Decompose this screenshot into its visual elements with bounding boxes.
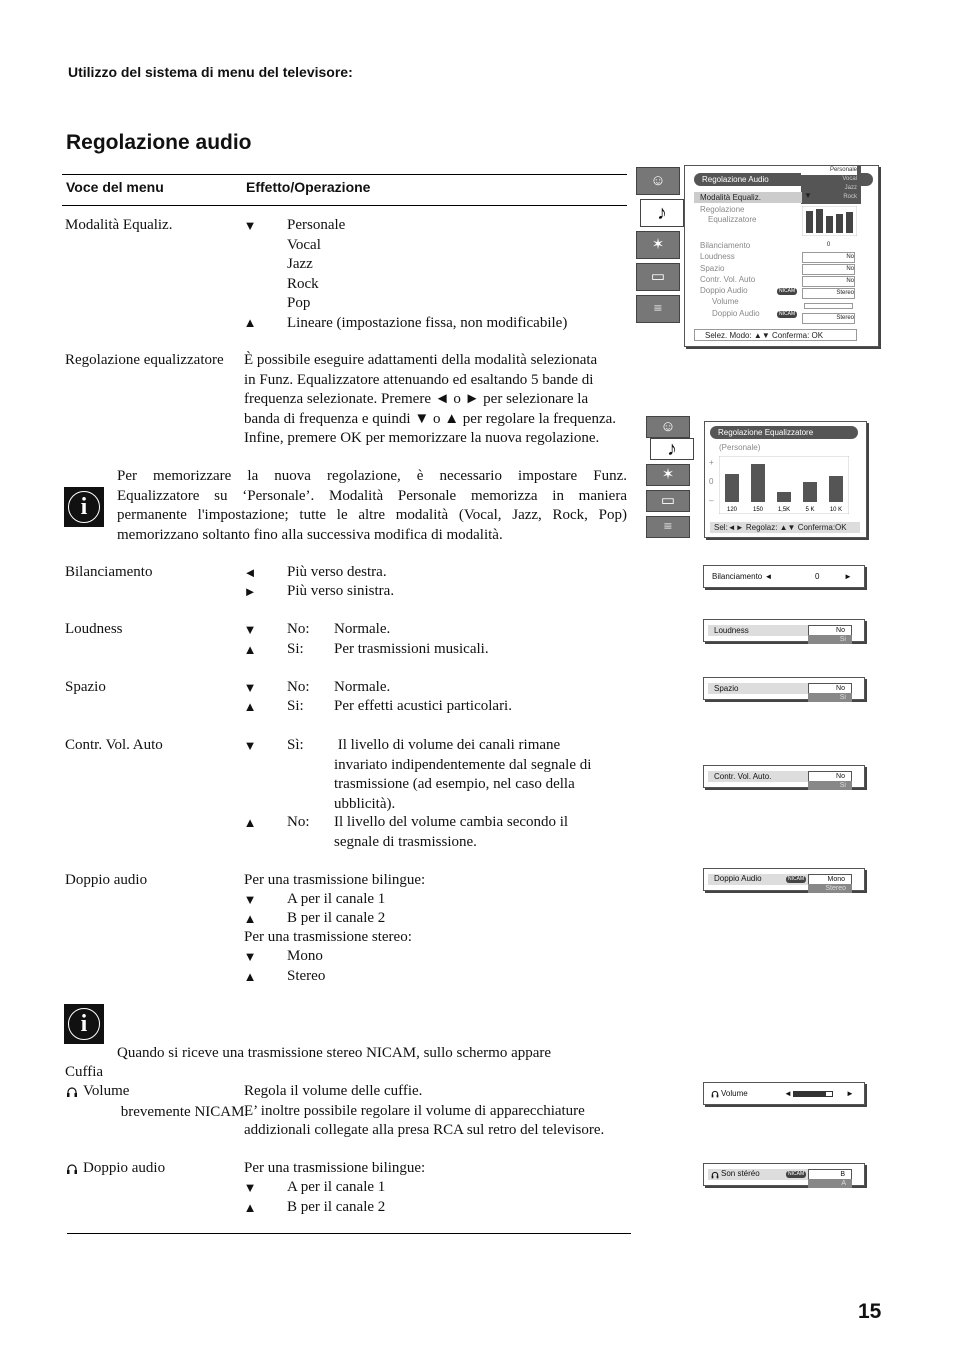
left-arrow-icon[interactable]: ◄ (784, 1089, 792, 1098)
star-icon: ✶ (651, 237, 665, 253)
option-value: Normale. (334, 621, 391, 637)
volume-slider[interactable] (793, 1091, 833, 1097)
eq-band-label: 150 (752, 507, 764, 513)
item-label-loudness: Loudness (65, 621, 123, 637)
down-arrow-icon: ▼ (243, 892, 257, 907)
eq-band-bar[interactable] (803, 482, 817, 502)
row-contr-vol[interactable]: Contr. Vol. Auto (700, 274, 756, 284)
up-arrow-icon: ▲ (243, 815, 257, 830)
right-arrow-icon[interactable]: ► (844, 572, 852, 581)
doppio-option-b: B per il canale 2 (287, 910, 386, 926)
dropdown-item[interactable]: Rock (843, 194, 857, 200)
bar-value: 0 (815, 572, 820, 581)
row-doppio-audio[interactable]: Doppio Audio (700, 286, 748, 296)
osd-row-values (802, 240, 855, 325)
osd-bar-son-stereo (703, 1163, 865, 1186)
note-text-1 (117, 467, 627, 545)
info-icon: i (64, 487, 104, 527)
equalizer-graphic (719, 456, 849, 514)
tab-audio[interactable] (650, 438, 694, 460)
option-value: Per effetti acustici particolari. (334, 698, 512, 714)
text-line: invariato indipendentemente dal segnale di (334, 756, 592, 773)
list-icon: ≡ (663, 519, 673, 535)
text-line: Il livello del volume cambia secondo il (334, 814, 569, 830)
text-line: Per memorizzare la nuova regolazione, è necessario impostare Funz. (117, 468, 627, 484)
bar-option-selected[interactable]: No (808, 771, 852, 782)
osd-row-labels (700, 240, 760, 319)
eq-mode-fixed: Lineare (impostazione fissa, non modificabile) (287, 314, 568, 331)
nicam-badge: NICAM (788, 876, 805, 882)
text-line: E’ inoltre possibile regolare il volume di apparecchiature (244, 1102, 585, 1119)
bar-option-selected[interactable]: B (808, 1169, 852, 1180)
row-value: Stereo (802, 288, 855, 299)
down-arrow-icon: ▼ (804, 191, 812, 200)
eq-mode: Jazz (287, 256, 313, 272)
bilanciamento-left-text: Più verso destra. (287, 564, 387, 580)
col-header-effect: Effetto/Operazione (246, 179, 371, 195)
up-arrow-icon: ▲ (243, 315, 257, 330)
row-label: Regolazione (700, 205, 745, 214)
item-label-bilanciamento: Bilanciamento (65, 564, 153, 580)
mini-eq-graphic (802, 206, 857, 236)
doppio-option-mono: Mono (287, 948, 323, 964)
osd-bar-spazio (703, 677, 865, 700)
headphone-icon (66, 1086, 78, 1098)
bar-option[interactable]: Si (808, 693, 852, 702)
page-number: 15 (858, 1300, 882, 1323)
eq-axis-zero: 0 (709, 477, 714, 486)
volume-fill (794, 1092, 826, 1096)
bar-label: Spazio (714, 684, 739, 693)
eq-band-label: 5 K (805, 507, 815, 513)
osd-bar-doppio-audio (703, 868, 865, 891)
music-note-icon: ♪ (667, 438, 677, 460)
person-icon: ☺ (650, 173, 666, 189)
osd-footer: Sel:◄► Regolaz: ▲▼ Conferma:OK (710, 522, 860, 533)
eq-mode: Rock (287, 275, 319, 292)
item-label-cuffia: Cuffia (65, 1064, 104, 1080)
osd-footer: Selez. Modo: ▲▼ Conferma: OK (694, 329, 857, 341)
osd-audio-menu (684, 165, 879, 347)
option-key: No: (287, 679, 310, 695)
tab-picture[interactable] (646, 416, 690, 438)
item-label-contr-vol: Contr. Vol. Auto (65, 737, 163, 753)
regolazione-eq-text (244, 351, 616, 449)
tab-features[interactable] (646, 464, 690, 486)
bar-option[interactable]: A (808, 1179, 852, 1188)
tab-picture[interactable] (636, 167, 680, 195)
dropdown-item[interactable]: Personale (801, 166, 857, 175)
star-icon: ✶ (661, 467, 675, 483)
text-line: ubblicità). (334, 795, 396, 812)
row-eq-adjust[interactable] (700, 205, 756, 225)
text-line: Il livello di volume dei canali rimane (334, 737, 561, 753)
eq-mode: Vocal (287, 236, 321, 253)
text-line: Quando si riceve una trasmissione stereo NICAM, sullo schermo appare (117, 1045, 552, 1061)
table-top-rule (62, 174, 627, 175)
up-arrow-icon: ▲ (243, 699, 257, 714)
option-key: Si: (287, 698, 304, 714)
osd-bar-cuffia-volume (703, 1082, 865, 1105)
tab-setup[interactable] (636, 295, 680, 323)
option-value: Per trasmissioni musicali. (334, 641, 489, 657)
bar-option[interactable]: Stereo (808, 884, 852, 893)
bar-label: Doppio Audio (714, 874, 762, 883)
volume-slider[interactable] (804, 303, 853, 309)
osd-subtitle: (Personale) (719, 443, 761, 452)
down-arrow-icon: ▼ (243, 738, 257, 753)
item-label-doppio-audio: Doppio audio (65, 872, 148, 888)
item-label-cuffia-volume: Volume (83, 1083, 130, 1099)
text-line: brevemente NICAM. (117, 1103, 249, 1120)
row-cuffia-volume[interactable]: Volume (712, 297, 739, 307)
page-title: Regolazione audio (66, 131, 252, 154)
row-value: No (802, 252, 855, 263)
section-label: Utilizzo del sistema di menu del televisore: (68, 64, 353, 80)
row-value: No (802, 276, 855, 287)
bar-label: Contr. Vol. Auto. (714, 772, 772, 781)
tab-timer[interactable] (646, 490, 690, 512)
row-bilanciamento[interactable]: Bilanciamento (700, 241, 751, 250)
row-cuffia-doppio[interactable]: Doppio Audio (712, 308, 760, 318)
text-line: in Funz. Equalizzatore attenuando ed esaltando 5 bande di (244, 371, 594, 388)
option-value: Normale. (334, 679, 391, 695)
bar-option[interactable]: Si (808, 781, 852, 790)
eq-band-bar[interactable] (725, 474, 739, 502)
nicam-badge: NICAM (788, 1171, 805, 1177)
row-value: No (802, 264, 855, 275)
option-key: Sì: (287, 737, 304, 753)
row-spazio[interactable]: Spazio (700, 263, 725, 273)
item-label-cuffia-doppio: Doppio audio (83, 1160, 166, 1176)
row-value: 0 (826, 242, 831, 248)
osd-bar-loudness (703, 619, 865, 642)
eq-band-bar[interactable] (777, 492, 791, 502)
person-icon: ☺ (660, 419, 676, 435)
eq-band-label: 1,5K (777, 507, 791, 513)
eq-band-bar[interactable] (829, 476, 843, 502)
doppio-option-stereo: Stereo (287, 968, 326, 984)
bar-option-selected[interactable]: Mono (808, 874, 852, 885)
row-label: Equalizzatore (708, 215, 757, 224)
tab-setup[interactable] (646, 516, 690, 538)
info-icon: i (64, 1004, 104, 1044)
eq-mode: Pop (287, 295, 311, 311)
headphone-icon (711, 1090, 719, 1098)
down-arrow-icon: ▼ (243, 680, 257, 695)
osd-title: Regolazione Audio (694, 173, 873, 186)
contr-up-text (334, 813, 568, 852)
bilanciamento-right-text: Più verso sinistra. (287, 583, 395, 599)
down-arrow-icon: ▼ (243, 218, 257, 233)
text-line: trasmissione (ad esempio, nel caso della (334, 776, 575, 792)
cuffia-option-b: B per il canale 2 (287, 1199, 386, 1215)
bar-option[interactable]: Si (808, 635, 852, 644)
text-line: addizionali collegate alla presa RCA sul retro del televisore. (244, 1122, 605, 1138)
text-line: banda di frequenza e quindi ▼ o ▲ per regolare la frequenza. (244, 410, 617, 427)
eq-axis-plus: + (709, 458, 714, 467)
text-line: Infine, premere OK per memorizzare la nuova regolazione. (244, 430, 600, 446)
osd-bar-contr-vol (703, 765, 865, 788)
eq-band-bar[interactable] (751, 464, 765, 502)
text-line: È possibile eseguire adattamenti della modalità selezionata (244, 352, 598, 368)
osd-eq-menu (704, 421, 867, 538)
down-arrow-icon: ▼ (243, 1180, 257, 1195)
bar-option-selected[interactable]: No (808, 683, 852, 694)
eq-axis-minus: – (709, 496, 714, 505)
eq-mode: Personale (287, 217, 346, 233)
osd-bar-bilanciamento (703, 565, 865, 588)
up-arrow-icon: ▲ (243, 642, 257, 657)
doppio-option-a: A per il canale 1 (287, 891, 386, 907)
up-arrow-icon: ▲ (243, 969, 257, 984)
calendar-icon: ▭ (660, 493, 676, 509)
text-line: permanente l'impostazione; tutte le altre modalità (Vocal, Jazz, Rock, Pop) (117, 507, 627, 523)
eq-band-label: 10 K (829, 507, 843, 513)
item-label-spazio: Spazio (65, 679, 106, 695)
tab-timer[interactable] (636, 263, 680, 291)
right-arrow-icon[interactable]: ► (846, 1089, 854, 1098)
cuffia-volume-text (244, 1082, 604, 1141)
osd-title: Regolazione Equalizzatore (710, 426, 858, 439)
cuffia-option-a: A per il canale 1 (287, 1179, 386, 1195)
text-line: segnale di trasmissione. (334, 833, 477, 850)
dropdown-item[interactable]: Vocal (842, 176, 857, 182)
table-bottom-rule (67, 1233, 631, 1234)
bar-label: Bilanciamento ◄ (712, 572, 773, 581)
text-line: Regola il volume delle cuffie. (244, 1083, 423, 1099)
row-value: Stereo (802, 313, 855, 324)
eq-band-label: 120 (726, 507, 738, 513)
calendar-icon: ▭ (650, 269, 666, 285)
left-arrow-icon: ◄ (243, 565, 257, 580)
eq-mode-list (287, 216, 567, 333)
bar-label: Son stéréo (721, 1169, 760, 1178)
text-line: memorizzano soltanto fino alla successiva modifica di modalità. (117, 526, 503, 543)
dropdown-item[interactable]: Jazz (844, 185, 857, 191)
row-equaliz-selected[interactable]: Modalità Equaliz. (694, 192, 802, 203)
doppio-stereo-intro: Per una trasmissione stereo: (244, 929, 412, 945)
right-arrow-icon: ► (243, 584, 257, 599)
bar-label: Volume (721, 1089, 748, 1098)
bar-option-selected[interactable]: No (808, 625, 852, 636)
up-arrow-icon: ▲ (243, 1200, 257, 1215)
down-arrow-icon: ▼ (243, 622, 257, 637)
option-key: No: (287, 621, 310, 637)
col-header-menu: Voce del menu (66, 179, 164, 195)
down-arrow-icon: ▼ (243, 949, 257, 964)
nicam-badge: NICAM (779, 288, 796, 294)
row-loudness[interactable]: Loudness (700, 252, 735, 262)
list-icon: ≡ (653, 301, 663, 317)
option-key: Si: (287, 641, 304, 657)
headphone-icon (711, 1171, 719, 1179)
item-label-regolazione-eq: Regolazione equalizzatore (65, 352, 224, 368)
option-key: No: (287, 814, 310, 830)
text-line: frequenza selezionate. Premere ◄ o ► per selezionare la (244, 391, 589, 407)
table-header-rule (62, 205, 627, 206)
item-label-equaliz: Modalità Equaliz. (65, 217, 173, 233)
cuffia-bilingual-intro: Per una trasmissione bilingue: (244, 1160, 426, 1176)
contr-down-text (334, 736, 591, 814)
music-note-icon: ♪ (657, 202, 667, 224)
tab-audio[interactable] (640, 199, 684, 227)
bar-label: Loudness (714, 626, 749, 635)
up-arrow-icon: ▲ (243, 911, 257, 926)
doppio-bilingual-intro: Per una trasmissione bilingue: (244, 872, 426, 888)
headphone-icon (66, 1163, 78, 1175)
nicam-badge: NICAM (779, 311, 796, 317)
text-line: Equalizzatore su ‘Personale’. Modalità Personale memorizza in maniera (117, 487, 627, 504)
tab-features[interactable] (636, 231, 680, 259)
